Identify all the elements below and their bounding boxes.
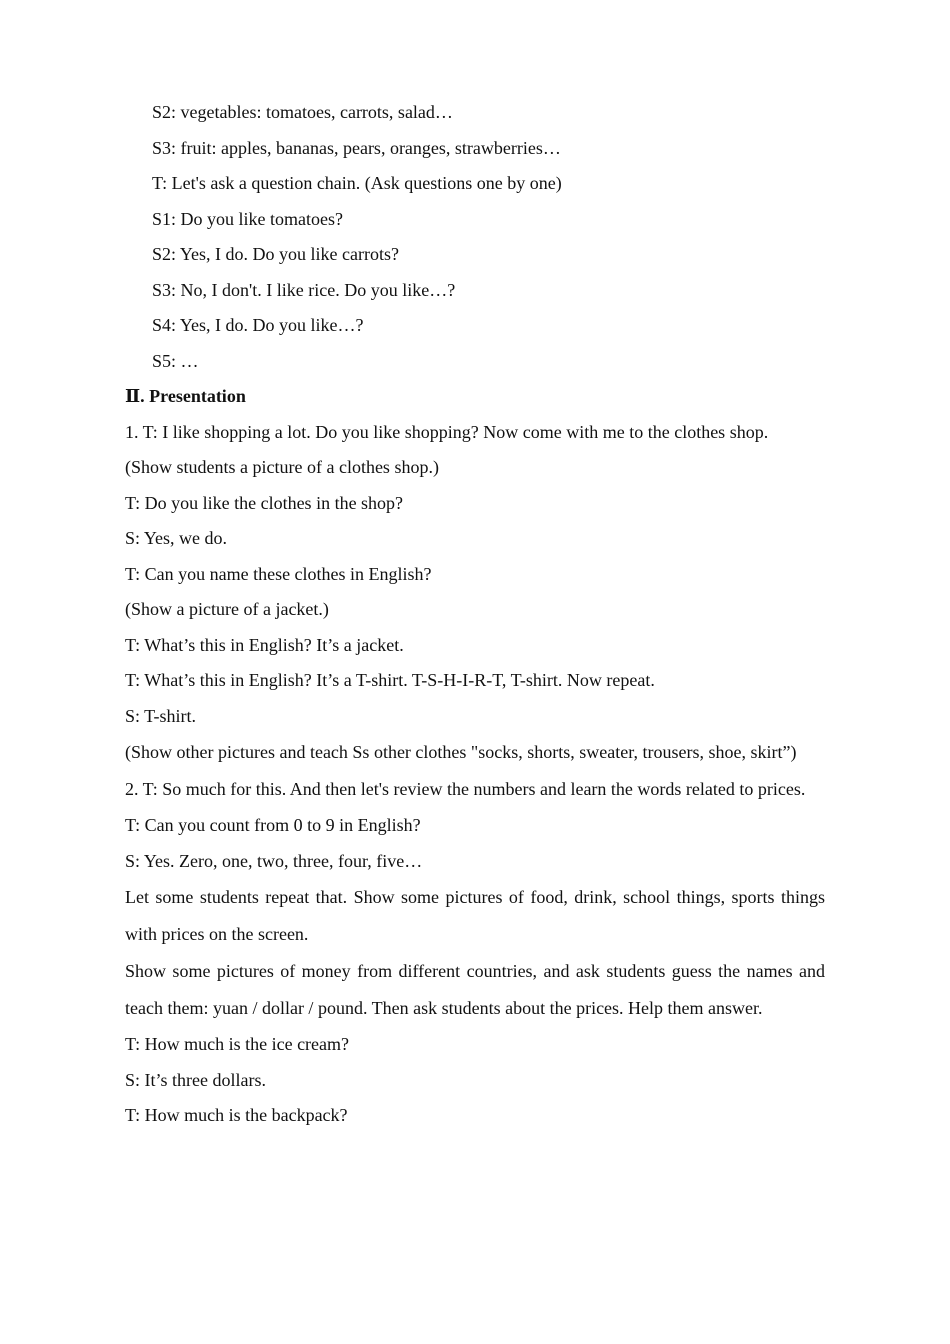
paragraph: Show some pictures of money from different countries, and ask students guess the names and teach them: yuan / dollar / pound. Then ask students about the prices. Help them answer.: [125, 961, 825, 1018]
paragraph: 2. T: So much for this. And then let's review the numbers and learn the words related to prices.: [125, 779, 806, 799]
dialogue-line: S3: fruit: apples, bananas, pears, oranges, strawberries…: [152, 137, 561, 158]
paragraph: 1. T: I like shopping a lot. Do you like shopping? Now come with me to the clothes shop.: [125, 421, 769, 442]
paragraph: T: What’s this in English? It’s a jacket.: [125, 634, 404, 655]
dialogue-line: S2: vegetables: tomatoes, carrots, salad…: [152, 102, 453, 122]
document-page: [125, 95, 825, 1134]
paragraph: T: What’s this in English? It’s a T-shirt. T-S-H-I-R-T, T-shirt. Now repeat.: [125, 670, 655, 690]
paragraph: S: T-shirt.: [125, 705, 197, 726]
paragraph: T: How much is the backpack?: [125, 1105, 348, 1125]
section-heading: Ⅱ. Presentation: [125, 386, 246, 406]
paragraph: S: Yes. Zero, one, two, three, four, five…: [125, 850, 423, 871]
paragraph: T: Can you count from 0 to 9 in English?: [125, 815, 421, 835]
paragraph: S: It’s three dollars.: [125, 1069, 266, 1090]
paragraph: T: Do you like the clothes in the shop?: [125, 492, 404, 513]
paragraph: S: Yes, we do.: [125, 528, 228, 548]
paragraph: T: How much is the ice cream?: [125, 1034, 350, 1054]
paragraph: T: Can you name these clothes in English?: [125, 563, 432, 584]
dialogue-line: S1: Do you like tomatoes?: [152, 208, 343, 229]
paragraph: Let some students repeat that. Show some pictures of food, drink, school things, sports things with prices on the screen.: [125, 887, 825, 944]
dialogue-line: T: Let's ask a question chain. (Ask questions one by one): [152, 173, 562, 193]
dialogue-line: S4: Yes, I do. Do you like…?: [152, 315, 364, 335]
dialogue-line: S3: No, I don't. I like rice. Do you like…?: [152, 279, 456, 300]
dialogue-line: S2: Yes, I do. Do you like carrots?: [152, 244, 399, 264]
paragraph: (Show a picture of a jacket.): [125, 599, 329, 619]
dialogue-line: S5: …: [152, 350, 199, 371]
paragraph: (Show students a picture of a clothes shop.): [125, 457, 439, 477]
paragraph: (Show other pictures and teach Ss other clothes "socks, shorts, sweater, trousers, shoe, skirt”): [125, 742, 797, 762]
